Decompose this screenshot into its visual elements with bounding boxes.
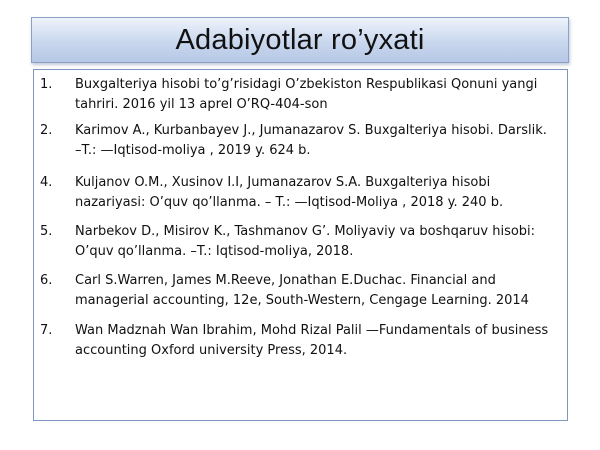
item-number: 4.	[40, 175, 53, 190]
item-text: Buxgalteriya hisobi to’g’risidagi O’zbekiston Respublikasi Qonuni yangi tahriri. 2016 yil 13 aprel O’RQ-404-son	[75, 77, 538, 112]
item-text: Karimov A., Kurbanbayev J., Jumanazarov S. Buxgalteriya hisobi. Darslik. –T.: —Iqtisod-moliya , 2019 y. 624 b.	[75, 123, 547, 158]
item-number: 7.	[40, 323, 53, 338]
item-text: Carl S.Warren, James M.Reeve, Jonathan E.Duchac. Financial and managerial accounting, 12e, South-Western, Cengage Learning. 2014	[75, 273, 529, 308]
references-panel	[33, 69, 568, 421]
item-text: Narbekov D., Misirov K., Tashmanov G’. Moliyaviy va boshqaruv hisobi: O’quv qo’llanma. –T.: Iqtisod-moliya, 2018.	[75, 224, 536, 259]
item-number: 6.	[40, 273, 53, 288]
title-bar	[31, 17, 569, 63]
item-number: 1.	[40, 77, 53, 92]
item-text: Wan Madznah Wan Ibrahim, Mohd Rizal Palil —Fundamentals of business accounting Oxford university Press, 2014.	[75, 323, 549, 358]
item-number: 2.	[40, 123, 53, 138]
item-number: 5.	[40, 224, 53, 239]
slide-title: Adabiyotlar ro’yxati	[175, 23, 425, 56]
item-text: Kuljanov O.M., Xusinov I.I, Jumanazarov S.A. Buxgalteriya hisobi nazariyasi: O’quv qo’llanma. – T.: —Iqtisod-Moliya , 2018 y. 240 b.	[75, 175, 504, 210]
